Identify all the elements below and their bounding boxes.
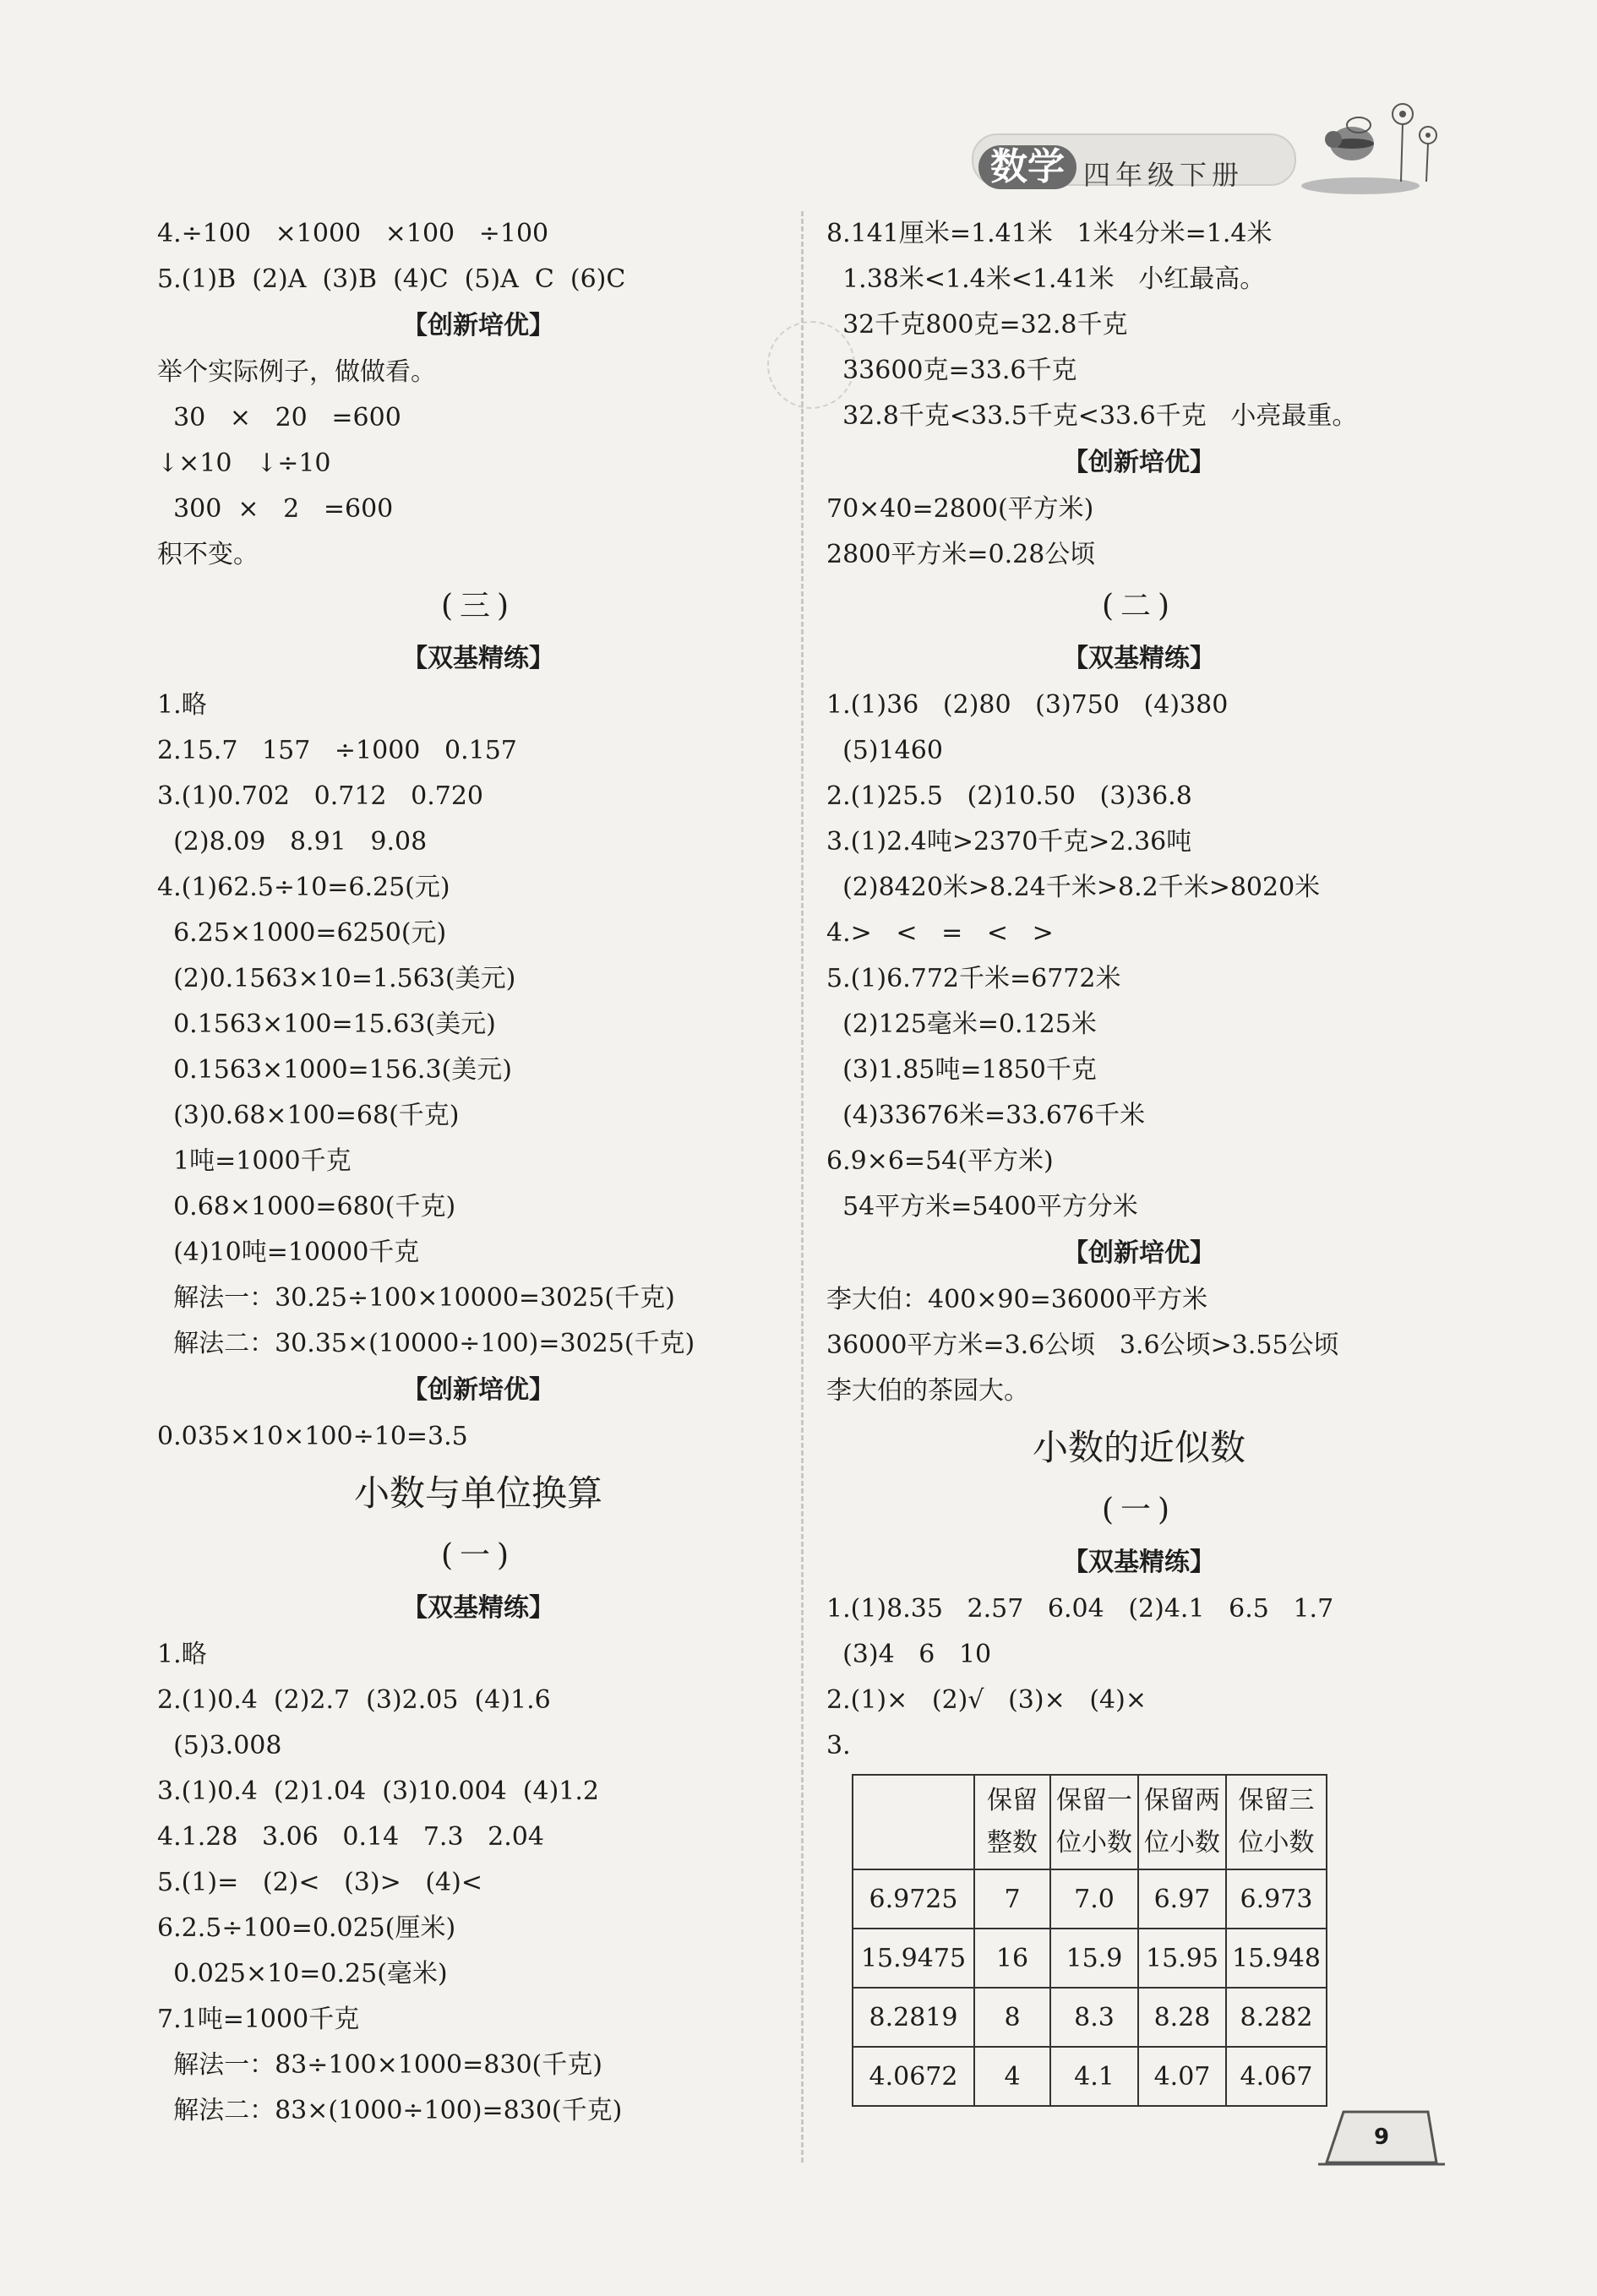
table-header-cell: 保留 整数 [974,1775,1050,1869]
table-header-cell: 保留一 位小数 [1050,1775,1138,1869]
text-line: (3)0.68×100=68(千克) [157,1101,460,1130]
header-subject: 数学 [978,145,1076,189]
table-cell: 15.9 [1050,1929,1138,1988]
section-label: 【双基精练】 [1063,1548,1215,1577]
text-line: 解法一：30.25÷100×10000=3025(千克) [157,1283,675,1313]
text-line: (2)0.1563×10=1.563(美元) [157,964,516,993]
text-line: 70×40=2800(平方米) [826,494,1094,524]
text-line: (2)125毫米=0.125米 [826,1009,1097,1039]
table-cell: 15.95 [1138,1929,1226,1988]
page-number: 9 [1373,2125,1390,2150]
right-column [826,211,1452,2107]
text-line: (3)1.85吨=1850千克 [826,1055,1097,1085]
table-cell: 8 [974,1988,1050,2047]
text-line: 0.035×10×100÷10=3.5 [157,1422,468,1451]
table-cell: 16 [974,1929,1050,1988]
text-line: 2.(1)25.5 (2)10.50 (3)36.8 [826,781,1192,811]
text-line: (4)10吨=10000千克 [157,1238,420,1267]
table-cell: 4 [974,2047,1050,2106]
text-line: 0.1563×1000=156.3(美元) [157,1055,512,1085]
text-line: 1.(1)36 (2)80 (3)750 (4)380 [826,690,1229,720]
text-line: 1.(1)8.35 2.57 6.04 (2)4.1 6.5 1.7 [826,1594,1334,1624]
table-cell: 6.9725 [853,1869,974,1929]
section-label: 【创新培优】 [1063,1238,1215,1268]
text-line: 解法二：83×(1000÷100)=830(千克) [157,2096,623,2125]
text-line: (5)3.008 [157,1731,282,1760]
text-line: (5)1460 [826,736,943,765]
table-header-cell: 保留两 位小数 [1138,1775,1226,1869]
text-line: 7.1吨=1000千克 [157,2005,360,2034]
text-line: 4.(1)62.5÷10=6.25(元) [157,873,450,902]
table-cell: 4.07 [1138,2047,1226,2106]
table-row [853,1929,1327,1988]
rounding-table [852,1774,1327,2107]
text-line: 0.025×10=0.25(毫米) [157,1959,448,1989]
section-label: 【双基精练】 [402,644,554,673]
text-line: 300 × 2 =600 [157,494,394,524]
text-line: 4.÷100 ×1000 ×100 ÷100 [157,219,549,248]
column-divider [801,211,804,2163]
table-row [853,2047,1327,2106]
chapter-title: 小数的近似数 [1032,1427,1245,1468]
text-line: 5.(1)6.772千米=6772米 [826,964,1121,993]
table-cell: 4.0672 [853,2047,974,2106]
text-line: 3.(1)0.702 0.712 0.720 [157,781,483,811]
text-line: 2.(1)0.4 (2)2.7 (3)2.05 (4)1.6 [157,1685,551,1715]
table-cell: 7.0 [1050,1869,1138,1929]
text-line: (3)4 6 10 [826,1640,992,1669]
chapter-title: 小数与单位换算 [353,1472,602,1514]
section-label: 【创新培优】 [402,311,554,340]
header-banner [972,133,1296,191]
page-header [972,127,1445,194]
text-line: 解法二：30.35×(10000÷100)=3025(千克) [157,1329,695,1358]
text-line: (2)8420米>8.24千米>8.2千米>8020米 [826,873,1321,902]
section-label: 【创新培优】 [402,1375,554,1405]
text-line: 0.1563×100=15.63(美元) [157,1009,496,1039]
table-row [853,1988,1327,2047]
table-cell: 4.067 [1226,2047,1327,2106]
text-line: ↓×10 ↓÷10 [157,449,331,478]
table-header-cell [853,1775,974,1869]
table-header-row [853,1775,1327,1869]
table-cell: 15.9475 [853,1929,974,1988]
text-line: 2.15.7 157 ÷1000 0.157 [157,736,517,765]
text-line: 6.9×6=54(平方米) [826,1146,1054,1176]
text-line: 2.(1)× (2)√ (3)× (4)× [826,1685,1147,1715]
subsection-title: (一) [440,1538,516,1573]
text-line: 解法一：83÷100×1000=830(千克) [157,2050,602,2080]
text-line: 2800平方米=0.28公顷 [826,540,1096,569]
subsection-title: (二) [1101,589,1177,623]
text-line: 6.2.5÷100=0.025(厘米) [157,1913,456,1943]
text-line: 8.141厘米=1.41米 1米4分米=1.4米 [826,219,1273,248]
text-line: 3. [826,1731,851,1760]
bee-flower-icon [1301,93,1445,194]
table-cell: 8.3 [1050,1988,1138,2047]
table-cell: 8.2819 [853,1988,974,2047]
table-cell: 7 [974,1869,1050,1929]
text-line: 0.68×1000=680(千克) [157,1192,456,1221]
section-label: 【双基精练】 [402,1593,554,1623]
table-cell: 4.1 [1050,2047,1138,2106]
text-line: 3.(1)0.4 (2)1.04 (3)10.004 (4)1.2 [157,1776,600,1806]
text-line: 54平方米=5400平方分米 [826,1192,1138,1221]
text-line: 1.略 [157,1640,207,1669]
table-row [853,1869,1327,1929]
right-column-lines [826,211,1452,1769]
text-line: 5.(1)B (2)A (3)B (4)C (5)A C (6)C [157,264,626,294]
text-line: 3.(1)2.4吨>2370千克>2.36吨 [826,827,1192,857]
text-line: 1吨=1000千克 [157,1146,352,1176]
text-line: 4.1.28 3.06 0.14 7.3 2.04 [157,1822,544,1852]
text-line: 4.> < = < > [826,918,1054,948]
table-cell: 6.973 [1226,1869,1327,1929]
section-label: 【创新培优】 [1063,448,1215,477]
text-line: 李大伯：400×90=36000平方米 [826,1285,1208,1314]
header-grade: 四年级下册 [1083,159,1245,191]
text-line: 36000平方米=3.6公顷 3.6公顷>3.55公顷 [826,1330,1339,1360]
text-line: 32千克800克=32.8千克 [826,310,1128,340]
text-line: 30 × 20 =600 [157,403,401,433]
table-cell: 8.28 [1138,1988,1226,2047]
table-cell: 8.282 [1226,1988,1327,2047]
text-line: 1.略 [157,690,207,720]
text-line: (2)8.09 8.91 9.08 [157,827,428,857]
text-line: 33600克=33.6千克 [826,356,1077,385]
table-header-cell: 保留三 位小数 [1226,1775,1327,1869]
text-line: 32.8千克<33.5千克<33.6千克 小亮最重。 [826,401,1358,431]
table-cell: 6.97 [1138,1869,1226,1929]
text-line: (4)33676米=33.676千米 [826,1101,1146,1130]
section-label: 【双基精练】 [1063,644,1215,673]
text-line: 1.38米<1.4米<1.41米 小红最高。 [826,264,1266,294]
left-column [157,211,799,2134]
text-line: 举个实际例子，做做看。 [157,357,436,387]
subsection-title: (一) [1101,1493,1177,1527]
text-line: 李大伯的茶园大。 [826,1376,1029,1406]
text-line: 积不变。 [157,540,259,569]
table-cell: 15.948 [1226,1929,1327,1988]
subsection-title: (三) [440,589,516,623]
text-line: 6.25×1000=6250(元) [157,918,447,948]
text-line: 5.(1)= (2)< (3)> (4)< [157,1868,482,1897]
